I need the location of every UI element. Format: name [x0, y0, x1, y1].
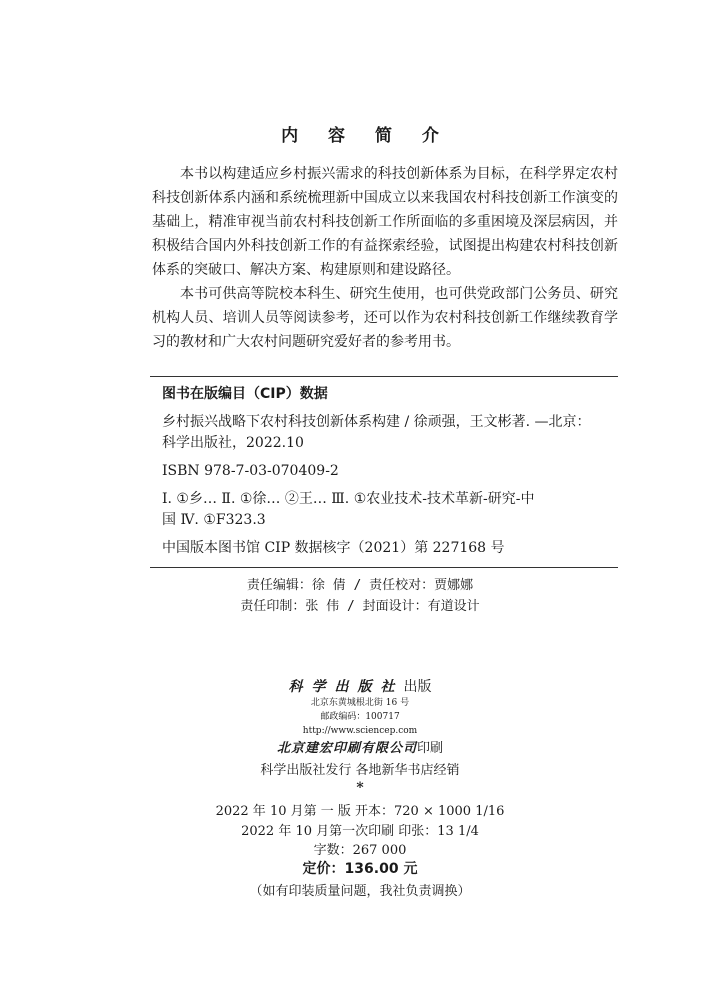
- intro-paragraph-1: 本书以构建适应乡村振兴需求的科技创新体系为目标，在科学界定农村科技创新体系内涵和系统梳理新中国成立以来我国农村科技创新工作演变的基础上，精准审视当前农村科技创新工作所面临的多重困境及深层病因，并积极结合国内外科技创新工作的有益探索经验，试图提出构建农村科技创新体系的突破口、解决方案、构建原则和建设路径。: [152, 166, 618, 278]
- separator-star: *: [356, 780, 364, 796]
- publisher-line: [0, 676, 720, 696]
- edition-line-2: 2022 年 10 月第一次印刷 印张：13 1/4: [241, 824, 479, 839]
- publisher-logo-text: 科学出版社: [288, 679, 404, 695]
- cip-top-rule: [150, 376, 618, 377]
- edition-line-1: 2022 年 10 月第 一 版 开本：720 × 1000 1/16: [215, 804, 505, 819]
- printer-name: 北京建宏印刷有限公司: [276, 741, 417, 756]
- publisher-suffix: 出版: [403, 679, 432, 695]
- printer-suffix: 印刷: [417, 741, 444, 756]
- intro-text: [152, 162, 618, 354]
- cip-record-line-2: 科学出版社，2022.10: [162, 435, 304, 451]
- cip-isbn: ISBN 978-7-03-070409-2: [162, 463, 339, 479]
- cip-number: 中国版本图书馆 CIP 数据核字（2021）第 227168 号: [162, 540, 505, 556]
- distribution: 科学出版社发行 各地新华书店经销: [260, 763, 460, 778]
- intro-paragraph-2: 本书可供高等院校本科生、研究生使用，也可供党政部门公务员、研究机构人员、培训人员等阅读参考，还可以作为农村科技创新工作继续教育学习的教材和广大农村问题研究爱好者的参考用书。: [152, 286, 618, 350]
- intro-title: 内 容 简 介: [281, 126, 451, 146]
- printer-line: [0, 737, 720, 756]
- staff-line-1: 责任编辑：徐 倩 / 责任校对：贾娜娜: [246, 578, 474, 593]
- staff-line-2: 责任印制：张 伟 / 封面设计：有道设计: [240, 599, 480, 614]
- word-count: 字数：267 000: [313, 843, 407, 858]
- publisher-website: http://www.sciencep.com: [302, 726, 418, 736]
- cip-bottom-rule: [150, 567, 618, 568]
- cip-heading: 图书在版编目（CIP）数据: [162, 386, 328, 402]
- quality-notice: （如有印装质量问题，我社负责调换）: [249, 884, 471, 899]
- cip-classification-line-1: Ⅰ. ①乡… Ⅱ. ①徐… ②王… Ⅲ. ①农业技术-技术革新-研究-中: [162, 491, 535, 507]
- publisher-postcode: 邮政编码：100717: [320, 712, 400, 722]
- cip-record-line-1: 乡村振兴战略下农村科技创新体系构建 / 徐顽强，王文彬著. —北京：: [162, 414, 591, 430]
- cip-classification-line-2: 国 Ⅳ. ①F323.3: [162, 512, 266, 528]
- price: 定价：136.00 元: [302, 861, 418, 877]
- publisher-address: 北京东黄城根北街 16 号: [310, 698, 410, 708]
